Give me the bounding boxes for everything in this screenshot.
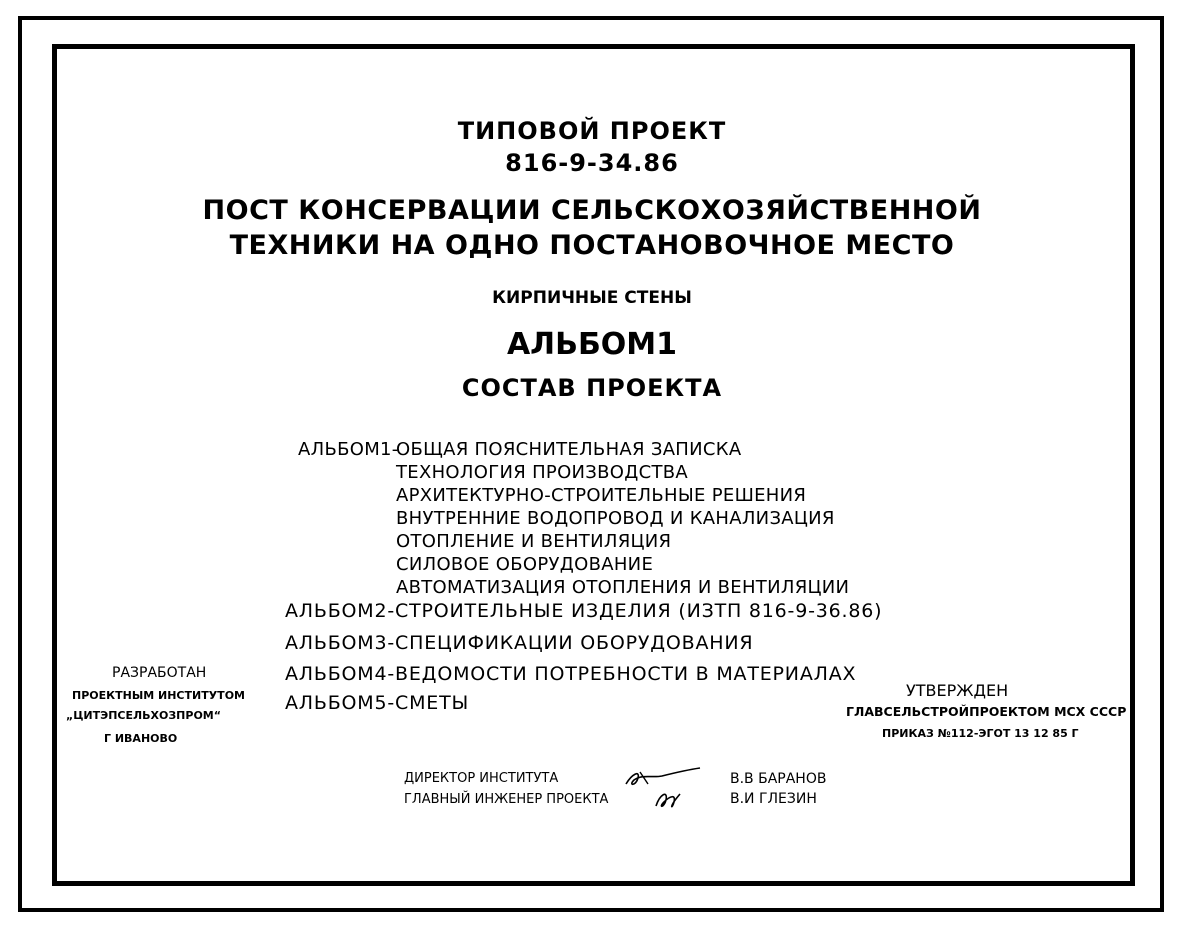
list-item: АРХИТЕКТУРНО-СТРОИТЕЛЬНЫЕ РЕШЕНИЯ [396,485,807,506]
director-name: В.В БАРАНОВ [730,771,827,787]
director-role: ДИРЕКТОР ИНСТИТУТА [404,771,559,786]
list-item: ОТОПЛЕНИЕ И ВЕНТИЛЯЦИЯ [396,531,672,552]
approval-line-1: УТВЕРЖДЕН [906,681,1009,700]
developer-line-1: РАЗРАБОТАН [112,665,207,681]
list-item: АЛЬБОМ5-СМЕТЫ [285,692,470,714]
section-title: СОСТАВ ПРОЕКТА [461,374,723,402]
title-line-2: ТЕХНИКИ НА ОДНО ПОСТАНОВОЧНОЕ МЕСТО [229,230,955,261]
album1-prefix: АЛЬБОМ1- [298,439,399,460]
developer-line-4: Г ИВАНОВО [104,732,178,745]
list-item: АЛЬБОМ3-СПЕЦИФИКАЦИИ ОБОРУДОВАНИЯ [285,632,754,654]
list-item: АЛЬБОМ2-СТРОИТЕЛЬНЫЕ ИЗДЕЛИЯ (ИЗТП 816-9-36.86) [285,600,883,622]
list-item: ОБЩАЯ ПОЯСНИТЕЛЬНАЯ ЗАПИСКА [396,439,742,460]
project-number: 816-9-34.86 [505,149,679,177]
approval-line-3: ПРИКАЗ №112-ЭГОТ 13 12 85 Г [882,727,1079,740]
album-title: АЛЬБОМ1 [506,327,678,362]
developer-line-2: ПРОЕКТНЫМ ИНСТИТУТОМ [72,689,245,702]
list-item: ТЕХНОЛОГИЯ ПРОИЗВОДСТВА [396,462,689,483]
list-item: АВТОМАТИЗАЦИЯ ОТОПЛЕНИЯ И ВЕНТИЛЯЦИИ [396,577,850,598]
chief-engineer-role: ГЛАВНЫЙ ИНЖЕНЕР ПРОЕКТА [404,792,609,807]
subtitle: КИРПИЧНЫЕ СТЕНЫ [492,288,692,308]
developer-line-3: „ЦИТЭПСЕЛЬХОЗПРОМ“ [66,709,221,722]
header-line-1: ТИПОВОЙ ПРОЕКТ [457,117,727,145]
approval-line-2: ГЛАВСЕЛЬСТРОЙПРОЕКТОМ МСХ СССР [846,704,1127,719]
list-item: АЛЬБОМ4-ВЕДОМОСТИ ПОТРЕБНОСТИ В МАТЕРИАЛАХ [285,663,857,685]
list-item: ВНУТРЕННИЕ ВОДОПРОВОД И КАНАЛИЗАЦИЯ [396,508,835,529]
chief-engineer-signature [650,784,690,814]
list-item: СИЛОВОЕ ОБОРУДОВАНИЕ [396,554,654,575]
chief-engineer-name: В.И ГЛЕЗИН [730,791,817,807]
title-line-1: ПОСТ КОНСЕРВАЦИИ СЕЛЬСКОХОЗЯЙСТВЕННОЙ [202,195,982,226]
